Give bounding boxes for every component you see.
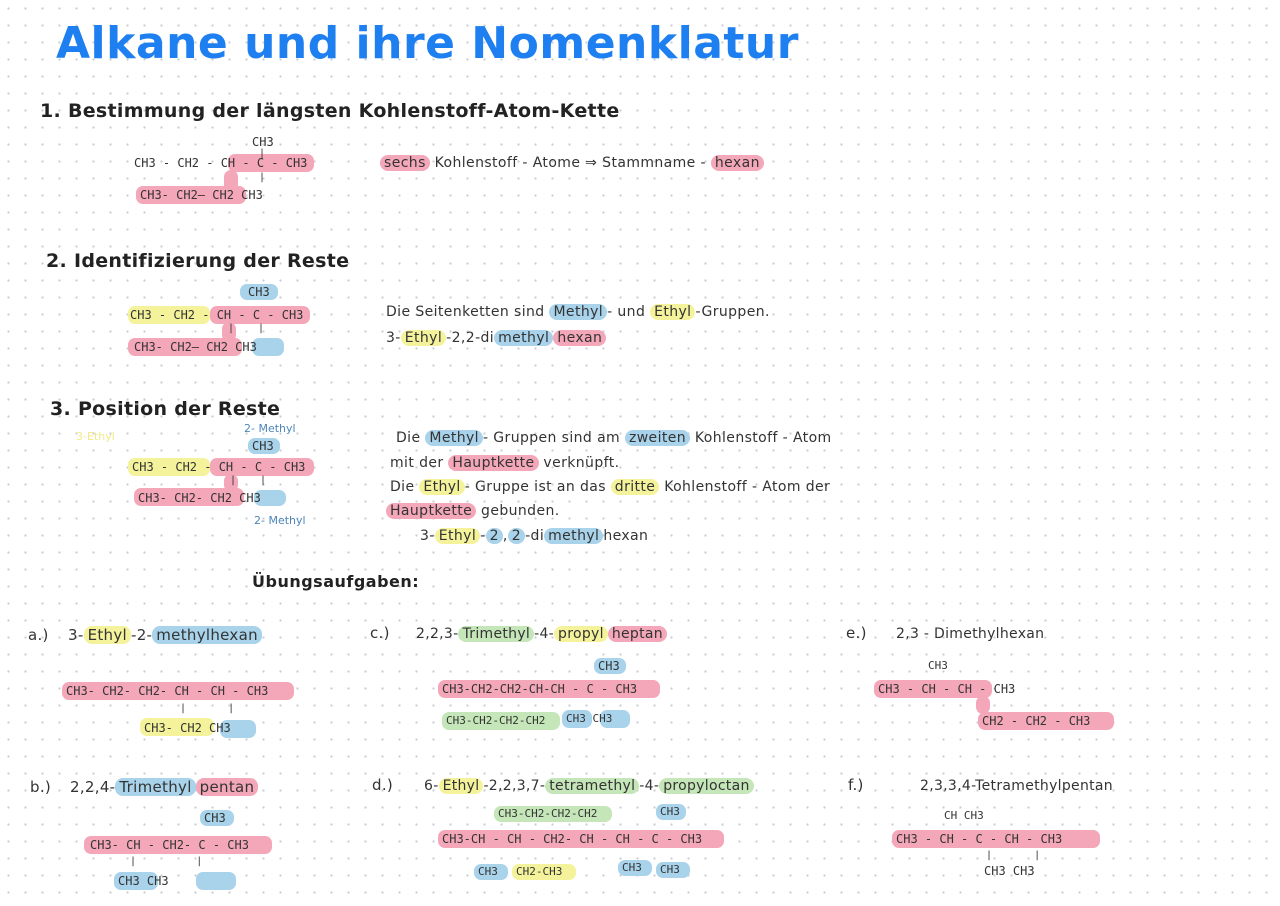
step-3-line-2: mit der Hauptkette verknüpft.	[390, 455, 620, 471]
exercise-b-name: 2,2,4- Trimethyl pentan	[70, 778, 258, 796]
exercise-c-top: CH3	[598, 659, 620, 673]
exercise-a-letter: a.)	[28, 626, 49, 644]
methyl-label-bottom: 2- Methyl	[254, 514, 306, 527]
methyl-label-top: 2- Methyl	[244, 422, 296, 435]
exercise-a-name: 3- Ethyl -2- methylhexan	[68, 626, 262, 644]
exercise-d-row2a: CH3	[478, 865, 498, 878]
step-3-row2: CH3- CH2- CH2 CH3	[138, 491, 261, 505]
exercise-d-row1: CH3-CH - CH - CH2- CH - CH - C - CH3	[442, 832, 703, 846]
step-3-heading: 3. Position der Reste	[50, 398, 281, 420]
step-2-row1: CH3 - CH2 - CH - C - CH3	[130, 308, 304, 322]
step-2-line-1: Die Seitenketten sind Methyl - und Ethyl -Gruppen.	[386, 304, 770, 320]
step-2-row2: CH3- CH2— CH2 CH3	[134, 340, 257, 354]
exercise-f-row2: CH3 CH3	[984, 864, 1035, 878]
exercise-e-row1: CH3 - CH - CH - CH3	[878, 682, 1016, 696]
exercise-d-top: CH3	[660, 805, 680, 818]
exercise-d-row2b: CH2-CH3	[516, 865, 563, 878]
exercise-a-row1: CH3- CH2- CH2- CH - CH - CH3	[66, 684, 269, 698]
step-2-heading: 2. Identifizierung der Reste	[46, 250, 350, 272]
step-1-row2: CH3- CH2— CH2 CH3	[140, 188, 263, 202]
step-3-line-1: Die Methyl - Gruppen sind am zweiten Kohlenstoff - Atom	[396, 430, 832, 446]
step-3-row1: CH3 - CH2 - CH - C - CH3	[132, 460, 306, 474]
exercise-b-row1: CH3- CH - CH2- C - CH3	[90, 838, 249, 852]
page-title: Alkane und ihre Nomenklatur	[56, 18, 799, 69]
exercise-c-row1: CH3-CH2-CH2-CH-CH - C - CH3	[442, 682, 638, 696]
exercise-c-row2b: CH3 CH3	[566, 712, 613, 725]
step-2-name: 3- Ethyl -2,2-di methyl hexan	[386, 330, 606, 346]
exercise-f-row1: CH3 - CH - C - CH - CH3	[896, 832, 1063, 846]
step-1-heading: 1. Bestimmung der längsten Kohlenstoff-Atom-Kette	[40, 100, 620, 122]
step-3-top-ch3: CH3	[252, 439, 274, 453]
exercise-b-row2: CH3 CH3	[118, 874, 169, 888]
exercise-d-row2c: CH3	[622, 861, 642, 874]
step-3-name: 3- Ethyl - 2 , 2 -di methyl hexan	[420, 528, 649, 544]
exercise-d-row2d: CH3	[660, 863, 680, 876]
step-3-line-3: Die Ethyl - Gruppe ist an das dritte Kohlenstoff - Atom der	[390, 479, 831, 495]
exercise-c-name: 2,2,3- Trimethyl -4- propyl heptan	[416, 626, 667, 642]
step-1-top-ch3: CH3	[252, 135, 274, 149]
step-3-line-4: Hauptkette gebunden.	[386, 503, 560, 519]
exercises-heading: Übungsaufgaben:	[252, 572, 420, 591]
exercise-b-letter: b.)	[30, 778, 52, 796]
exercise-d-top-chain: CH3-CH2-CH2-CH2	[498, 807, 598, 820]
step-1-conclusion: sechs Kohlenstoff - Atome ⇒ Stammname - hexan	[380, 155, 764, 171]
ethyl-label: 3-Ethyl	[76, 430, 115, 443]
exercise-d-letter: d.)	[372, 776, 394, 794]
exercise-d-name: 6- Ethyl -2,2,3,7- tetramethyl -4- propyloctan	[424, 778, 754, 794]
exercise-e-top: CH3	[928, 659, 948, 672]
exercise-a-row2: CH3- CH2 CH3	[144, 721, 231, 735]
exercise-c-letter: c.)	[370, 624, 390, 642]
exercise-b-top: CH3	[204, 811, 226, 825]
step-2-top-ch3: CH3	[248, 285, 270, 299]
exercise-e-row2: CH2 - CH2 - CH3	[982, 714, 1091, 728]
step-1-row1: CH3 - CH2 - CH - C - CH3	[134, 156, 308, 170]
exercise-e-name: 2,3 - Dimethylhexan	[896, 626, 1045, 642]
exercise-f-top: CH CH3	[944, 809, 984, 822]
exercise-f-letter: f.)	[848, 776, 864, 794]
exercise-e-letter: e.)	[846, 624, 867, 642]
exercise-f-name: 2,3,3,4-Tetramethylpentan	[920, 778, 1113, 794]
exercise-c-row2: CH3-CH2-CH2-CH2	[446, 714, 546, 727]
